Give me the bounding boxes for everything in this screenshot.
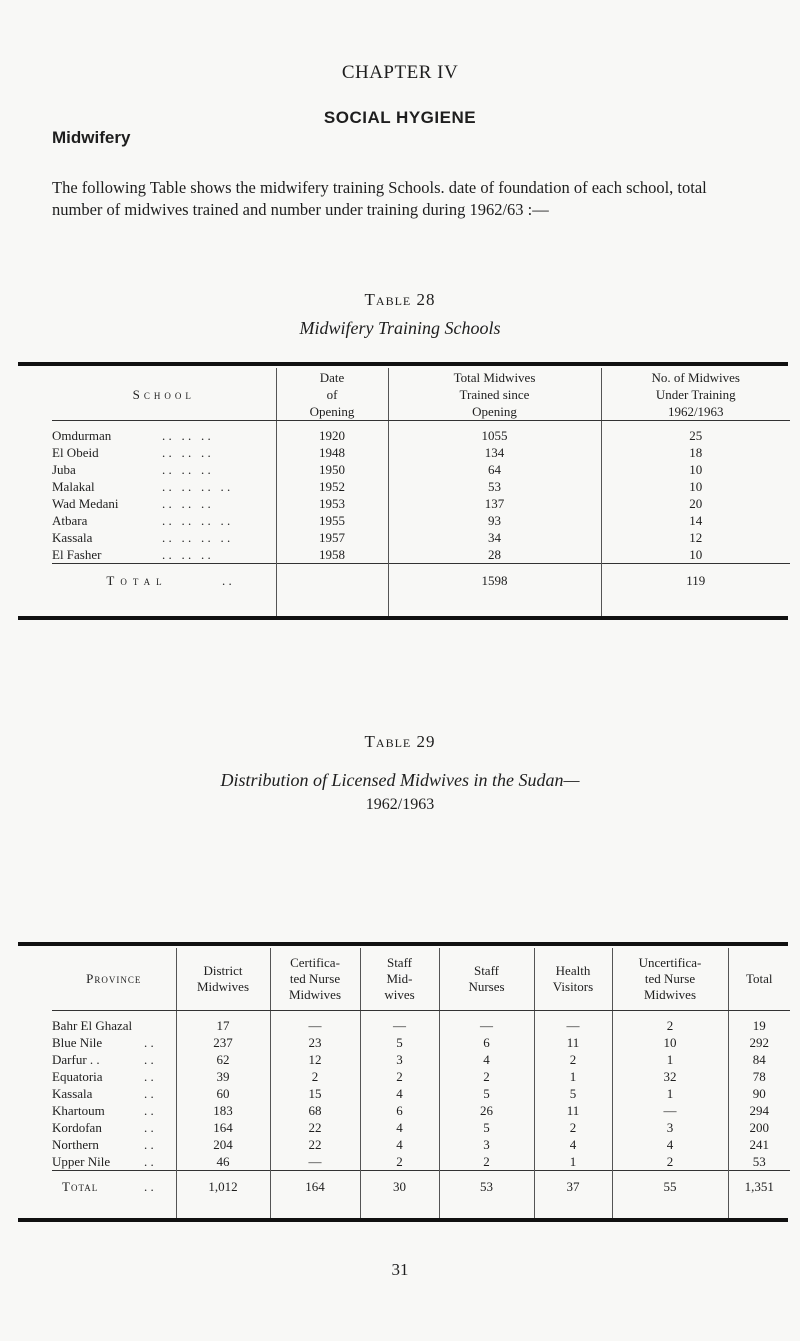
school-name: Omdurman (52, 428, 112, 443)
table28-col-header: School (52, 368, 276, 421)
table-row (52, 495, 790, 512)
table28-title: Table 28 (364, 290, 436, 309)
table29-value-cell: 5 (360, 1034, 439, 1051)
chapter-heading: CHAPTER IV (341, 62, 459, 83)
table29-value-cell: 2 (534, 1119, 612, 1136)
leader-dots: . . (144, 1179, 154, 1194)
province-cell (52, 1068, 176, 1085)
school-cell (52, 546, 276, 564)
school-cell (52, 461, 276, 478)
table28-date-cell: 1953 (276, 495, 388, 512)
table-row (52, 1011, 790, 1035)
school-cell (52, 478, 276, 495)
table-row (52, 529, 790, 546)
table29-col-header: Uncertifica- ted Nurse Midwives (612, 948, 728, 1011)
table-row (52, 1085, 790, 1102)
table-row (52, 1051, 790, 1068)
table28-under-cell: 14 (601, 512, 790, 529)
table29-value-cell: 4 (360, 1085, 439, 1102)
table29-value-cell: 2 (270, 1068, 360, 1085)
table-row (52, 1034, 790, 1051)
school-cell (52, 444, 276, 461)
table29-value-cell: 4 (534, 1136, 612, 1153)
table-row (52, 1153, 790, 1171)
table29-value-cell: 90 (728, 1085, 790, 1102)
table29-value-cell: 26 (439, 1102, 534, 1119)
table28-trained-cell: 1055 (388, 421, 601, 445)
table28-trained-cell: 137 (388, 495, 601, 512)
table29-value-cell: 60 (176, 1085, 270, 1102)
table28-header-row (52, 368, 790, 421)
table28-total-trained: 1598 (388, 564, 601, 617)
table29-top-rule (18, 942, 788, 946)
table29-value-cell: 12 (270, 1051, 360, 1068)
table29-value-cell: 19 (728, 1011, 790, 1035)
table29-total-value: 1,351 (728, 1171, 790, 1219)
table28-trained-cell: 34 (388, 529, 601, 546)
table29-col-header: Certifica- ted Nurse Midwives (270, 948, 360, 1011)
table29-value-cell: 294 (728, 1102, 790, 1119)
table29-value-cell: — (534, 1011, 612, 1035)
table28-under-cell: 25 (601, 421, 790, 445)
school-name: El Obeid (52, 445, 99, 460)
school-name: Atbara (52, 513, 88, 528)
province-cell (52, 1119, 176, 1136)
total-label-cell (52, 564, 276, 617)
province-name: Blue Nile (52, 1035, 103, 1050)
province-cell (52, 1102, 176, 1119)
table29-value-cell: 1 (534, 1153, 612, 1171)
table28-top-rule (18, 362, 788, 366)
table29-value-cell: 53 (728, 1153, 790, 1171)
table29-col-header: Staff Mid- wives (360, 948, 439, 1011)
table-row (52, 421, 790, 445)
school-name: El Fasher (52, 547, 102, 562)
table29-value-cell: 46 (176, 1153, 270, 1171)
leader-dots: . . . . . . (162, 445, 211, 460)
table29-value-cell: 1 (612, 1051, 728, 1068)
province-cell (52, 1034, 176, 1051)
table29-value-cell: 2 (360, 1153, 439, 1171)
table-row (52, 444, 790, 461)
section-heading: SOCIAL HYGIENE (323, 108, 477, 127)
table29-value-cell: 204 (176, 1136, 270, 1153)
total-label: Total (62, 1179, 99, 1194)
province-cell (52, 1153, 176, 1171)
table29-total-value: 1,012 (176, 1171, 270, 1219)
table29-value-cell: 2 (612, 1011, 728, 1035)
total-label: Total (106, 573, 168, 588)
school-name: Juba (52, 462, 76, 477)
table28-date-cell: 1952 (276, 478, 388, 495)
table28-trained-cell: 134 (388, 444, 601, 461)
table28-date-cell: 1920 (276, 421, 388, 445)
intro-paragraph: The following Table shows the midwifery training Schools. date of foundation of each school, total number of midwives trained and number under training during 1962/63 :— (52, 178, 707, 219)
table29-col-header: Staff Nurses (439, 948, 534, 1011)
table29-col-header: Health Visitors (534, 948, 612, 1011)
table-row (52, 461, 790, 478)
table29-value-cell: 3 (439, 1136, 534, 1153)
province-name: Kassala (52, 1086, 93, 1101)
table-row (52, 1068, 790, 1085)
table28-trained-cell: 53 (388, 478, 601, 495)
table-row (52, 1119, 790, 1136)
leader-dots: . . . . . . . . (162, 513, 231, 528)
table28-date-cell: 1958 (276, 546, 388, 564)
province-cell (52, 1051, 176, 1068)
leader-dots: . . . . . . . . (162, 530, 231, 545)
table29-value-cell: — (612, 1102, 728, 1119)
table29-value-cell: — (270, 1153, 360, 1171)
leader-dots: . . (222, 573, 232, 588)
table29-value-cell: 164 (176, 1119, 270, 1136)
table29-value-cell: 2 (439, 1068, 534, 1085)
table29-value-cell: 32 (612, 1068, 728, 1085)
table29-value-cell: 292 (728, 1034, 790, 1051)
table-row (52, 478, 790, 495)
table29-total-value: 164 (270, 1171, 360, 1219)
leader-dots: . . (144, 1103, 154, 1118)
table28-subtitle: Midwifery Training Schools (299, 318, 501, 338)
table29-value-cell: — (270, 1011, 360, 1035)
school-cell (52, 529, 276, 546)
table28-total-date (276, 564, 388, 617)
table29-value-cell: 237 (176, 1034, 270, 1051)
table29-col-header: Province (52, 948, 176, 1011)
table29-value-cell: 200 (728, 1119, 790, 1136)
subsection-heading: Midwifery (52, 128, 131, 147)
table29-bottom-rule (18, 1218, 788, 1222)
table29-value-cell: 2 (534, 1051, 612, 1068)
table29-value-cell: 10 (612, 1034, 728, 1051)
table28-date-cell: 1957 (276, 529, 388, 546)
table29-value-cell: 11 (534, 1034, 612, 1051)
province-name: Bahr El Ghazal (52, 1018, 133, 1033)
table-row (52, 1136, 790, 1153)
school-name: Wad Medani (52, 496, 119, 511)
province-name: Kordofan (52, 1120, 102, 1135)
table29-value-cell: 22 (270, 1119, 360, 1136)
leader-dots: . . (144, 1154, 154, 1169)
table29-value-cell: 39 (176, 1068, 270, 1085)
school-name: Kassala (52, 530, 93, 545)
table28-trained-cell: 64 (388, 461, 601, 478)
table29-col-header: Total (728, 948, 790, 1011)
leader-dots: . . (144, 1035, 154, 1050)
table28-date-cell: 1955 (276, 512, 388, 529)
leader-dots: . . . . . . (162, 496, 211, 511)
table29-value-cell: 2 (439, 1153, 534, 1171)
leader-dots: . . (144, 1052, 154, 1067)
table28-date-cell: 1950 (276, 461, 388, 478)
table28-col-header: No. of Midwives Under Training 1962/1963 (601, 368, 790, 421)
table28-col-header: Date of Opening (276, 368, 388, 421)
table29-value-cell: 78 (728, 1068, 790, 1085)
table29-value-cell: 4 (612, 1136, 728, 1153)
province-name: Northern (52, 1137, 99, 1152)
table29-total-value: 53 (439, 1171, 534, 1219)
table29-value-cell: 2 (612, 1153, 728, 1171)
table29-col-header: District Midwives (176, 948, 270, 1011)
province-cell (52, 1136, 176, 1153)
table29-value-cell: 23 (270, 1034, 360, 1051)
table-row (52, 1102, 790, 1119)
table29-value-cell: 11 (534, 1102, 612, 1119)
table28-under-cell: 20 (601, 495, 790, 512)
table28-total-under: 119 (601, 564, 790, 617)
province-name: Equatoria (52, 1069, 103, 1084)
table29-value-cell: 4 (360, 1136, 439, 1153)
table29-value-cell: — (360, 1011, 439, 1035)
table28-under-cell: 18 (601, 444, 790, 461)
table28-under-cell: 10 (601, 546, 790, 564)
province-name: Darfur . . (52, 1052, 100, 1067)
table29-total-row (52, 1171, 790, 1219)
leader-dots: . . (144, 1120, 154, 1135)
table29-value-cell: 241 (728, 1136, 790, 1153)
table28-trained-cell: 28 (388, 546, 601, 564)
table29-value-cell: 17 (176, 1011, 270, 1035)
table28-under-cell: 10 (601, 478, 790, 495)
school-cell (52, 495, 276, 512)
table29-value-cell: 62 (176, 1051, 270, 1068)
table28 (52, 368, 790, 616)
leader-dots: . . . . . . (162, 547, 211, 562)
school-name: Malakal (52, 479, 95, 494)
table29-value-cell: 1 (534, 1068, 612, 1085)
table28-under-cell: 12 (601, 529, 790, 546)
table28-under-cell: 10 (601, 461, 790, 478)
province-cell (52, 1011, 176, 1035)
table29-value-cell: 68 (270, 1102, 360, 1119)
leader-dots: . . (144, 1086, 154, 1101)
table29-value-cell: 3 (360, 1051, 439, 1068)
table29-value-cell: 5 (439, 1085, 534, 1102)
table29-header-row (52, 948, 790, 1011)
table29-value-cell: 4 (360, 1119, 439, 1136)
table29-value-cell: 84 (728, 1051, 790, 1068)
table29-value-cell: 6 (360, 1102, 439, 1119)
school-cell (52, 421, 276, 445)
table29-value-cell: 5 (534, 1085, 612, 1102)
table29-value-cell: 4 (439, 1051, 534, 1068)
table-row (52, 546, 790, 564)
leader-dots: . . . . . . . . (162, 479, 231, 494)
leader-dots: . . . . . . (162, 462, 211, 477)
table29-value-cell: 6 (439, 1034, 534, 1051)
table29-value-cell: 2 (360, 1068, 439, 1085)
table29-value-cell: 3 (612, 1119, 728, 1136)
school-cell (52, 512, 276, 529)
table28-total-row (52, 564, 790, 617)
table29 (52, 948, 790, 1218)
leader-dots: . . . . . . (162, 428, 211, 443)
table28-date-cell: 1948 (276, 444, 388, 461)
table29-total-value: 37 (534, 1171, 612, 1219)
table28-trained-cell: 93 (388, 512, 601, 529)
table28-bottom-rule (18, 616, 788, 620)
province-name: Upper Nile (52, 1154, 111, 1169)
table29-value-cell: — (439, 1011, 534, 1035)
table29-value-cell: 22 (270, 1136, 360, 1153)
table29-title: Table 29 (364, 732, 436, 751)
province-name: Khartoum (52, 1103, 105, 1118)
table29-value-cell: 1 (612, 1085, 728, 1102)
table29-value-cell: 5 (439, 1119, 534, 1136)
table29-total-value: 55 (612, 1171, 728, 1219)
table29-subtitle: Distribution of Licensed Midwives in the Sudan— (220, 770, 580, 790)
table28-col-header: Total Midwives Trained since Opening (388, 368, 601, 421)
table29-value-cell: 183 (176, 1102, 270, 1119)
page-number: 31 (391, 1260, 409, 1279)
table29-value-cell: 15 (270, 1085, 360, 1102)
leader-dots: . . (144, 1137, 154, 1152)
table-row (52, 512, 790, 529)
table29-total-value: 30 (360, 1171, 439, 1219)
total-label-cell (52, 1171, 176, 1219)
leader-dots: . . (144, 1069, 154, 1084)
province-cell (52, 1085, 176, 1102)
table29-subtitle-year: 1962/1963 (365, 796, 435, 813)
